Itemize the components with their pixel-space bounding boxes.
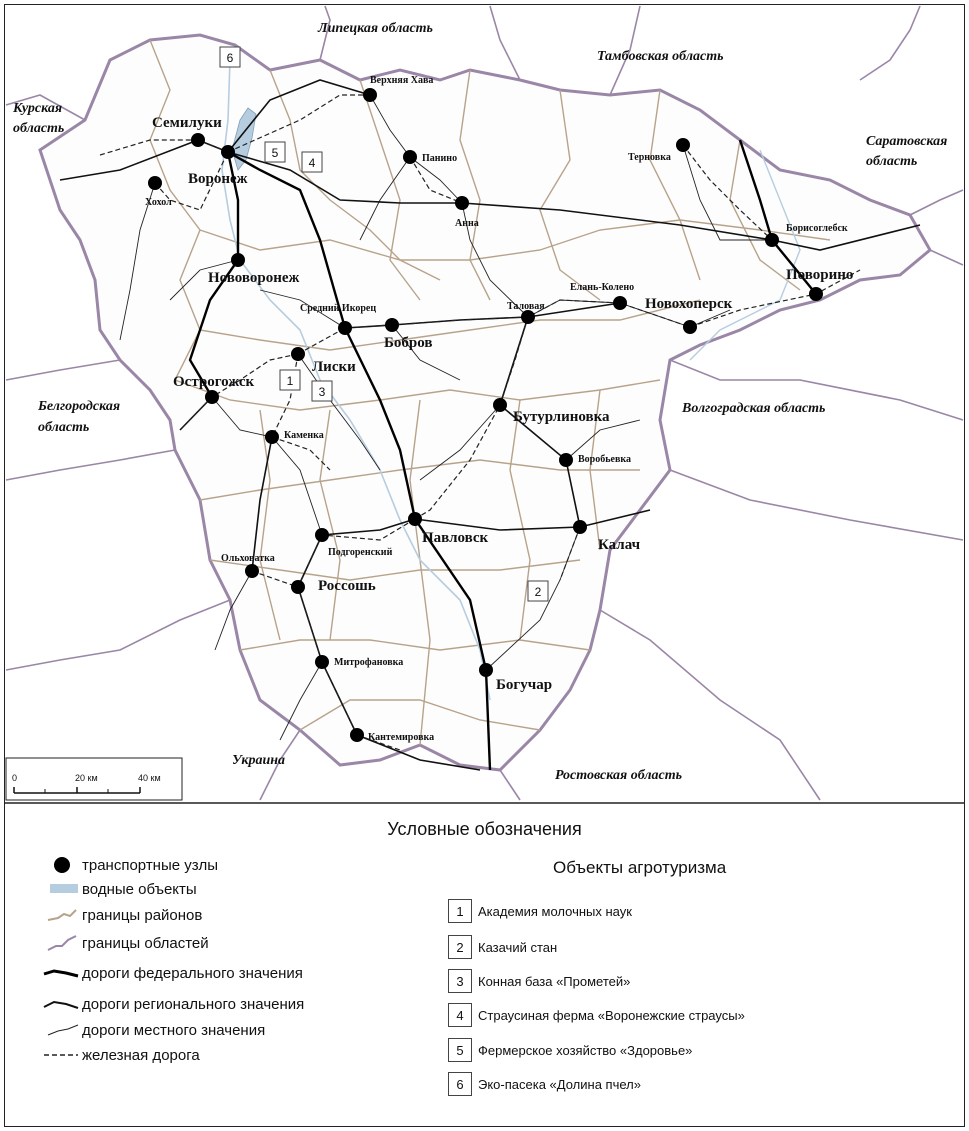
region-border-icon [40, 932, 80, 954]
node-ostrogozhsk [205, 390, 219, 404]
local-road-icon [40, 1019, 80, 1041]
region-label-kursk-2: область [13, 121, 65, 136]
node-olkhovatka [245, 564, 259, 578]
agro-number: 4 [448, 1003, 472, 1027]
legend-item-local-roads [40, 1019, 265, 1041]
town-label-anna: Анна [455, 218, 479, 229]
legend-panel [0, 806, 969, 1126]
transport-node-icon [40, 854, 80, 876]
region-label-saratov: Саратовская [866, 134, 948, 149]
agro-label: Конная база «Прометей» [478, 973, 631, 989]
federal-road-icon [40, 962, 80, 984]
region-label-belgorod-2: область [38, 420, 90, 435]
node-povorino [809, 287, 823, 301]
legend-label: железная дорога [82, 1046, 200, 1064]
legend-item-regional-roads [40, 993, 304, 1015]
region-label-ukraine: Украина [232, 753, 286, 768]
object-marker-2-label: 2 [534, 585, 542, 599]
agro-number: 6 [448, 1072, 472, 1096]
node-ternovka [676, 138, 690, 152]
legend-item-transport-nodes [40, 854, 218, 876]
node-liski [291, 347, 305, 361]
node-bobrov [385, 318, 399, 332]
node-boguchar [479, 663, 493, 677]
region-label-kursk: Курская [13, 101, 63, 116]
agro-label: Страусиная ферма «Воронежские страусы» [478, 1007, 745, 1023]
town-label-mitrofanovka: Митрофановка [334, 657, 404, 668]
agro-item-4 [448, 1003, 745, 1027]
scale-label-40: 40 км [138, 773, 161, 783]
legend-item-water [40, 878, 197, 900]
town-label-podgorensky: Подгоренский [328, 547, 393, 558]
scale-label-20: 20 км [75, 773, 98, 783]
agro-number: 5 [448, 1038, 472, 1062]
agro-number: 2 [448, 935, 472, 959]
city-label-liski: Лиски [312, 359, 356, 375]
city-label-ostrogozhsk: Острогожск [173, 374, 255, 390]
town-label-talovaya: Таловая [507, 301, 545, 312]
town-label-borisoglebsk: Борисоглебск [786, 223, 848, 234]
agro-item-3 [448, 969, 630, 993]
node-voronezh [221, 145, 235, 159]
agro-number: 1 [448, 899, 472, 923]
node-buturlinovka [493, 398, 507, 412]
agro-item-2 [448, 935, 557, 959]
railway-icon [40, 1044, 80, 1066]
node-sredniy-ikorets [338, 321, 352, 335]
legend-item-railway [40, 1044, 200, 1066]
city-label-voronezh: Воронеж [188, 171, 248, 187]
city-label-kalach: Калач [598, 537, 641, 553]
node-khokhol [148, 176, 162, 190]
agro-label: Эко-пасека «Долина пчел» [478, 1076, 641, 1092]
agro-item-1 [448, 899, 632, 923]
node-novovoronezh [231, 253, 245, 267]
town-label-vorobyovka: Воробьевка [578, 454, 631, 465]
agro-item-5 [448, 1038, 692, 1062]
legend-label: дороги федерального значения [82, 964, 303, 982]
legend-label: дороги регионального значения [82, 995, 305, 1013]
legend-title: Условные обозначения [387, 819, 582, 839]
city-label-novovoronezh: Нововоронеж [208, 270, 300, 286]
legend-label: транспортные узлы [82, 856, 219, 874]
node-panino [403, 150, 417, 164]
region-label-tambov: Тамбовская область [597, 49, 724, 64]
node-borisoglebsk [765, 233, 779, 247]
object-marker-3-label: 3 [318, 385, 326, 399]
node-kantemirovka [350, 728, 364, 742]
node-pavlovsk [408, 512, 422, 526]
city-label-buturlinovka: Бутурлиновка [513, 409, 610, 425]
legend-item-region-borders [40, 932, 209, 954]
region-label-saratov-2: область [866, 154, 918, 169]
legend-item-federal-roads [40, 962, 303, 984]
water-swatch-icon [40, 878, 80, 900]
object-marker-4-label: 4 [308, 156, 316, 170]
city-label-rossosh: Россошь [318, 578, 376, 594]
city-label-novokhopersk: Новохоперск [645, 296, 733, 312]
node-elan-koleno [613, 296, 627, 310]
city-label-semiluki: Семилуки [152, 115, 222, 131]
city-label-pavlovsk: Павловск [422, 530, 489, 546]
city-label-povorino: Поворино [786, 267, 854, 283]
town-label-verkhnyaya-khava: Верхняя Хава [370, 75, 434, 86]
legend-item-district-borders [40, 904, 202, 926]
node-semiluki [191, 133, 205, 147]
agro-label: Фермерское хозяйство «Здоровье» [478, 1042, 693, 1058]
node-novokhopersk [683, 320, 697, 334]
legend-label: дороги местного значения [82, 1021, 266, 1039]
node-rossosh [291, 580, 305, 594]
node-verkhnyaya-khava [363, 88, 377, 102]
town-label-kamenka: Каменка [284, 430, 324, 441]
scale-bar [6, 758, 182, 800]
agro-number: 3 [448, 969, 472, 993]
region-label-volgograd: Волгоградская область [682, 401, 826, 416]
town-label-kantemirovka: Кантемировка [368, 732, 435, 743]
town-label-panino: Панино [422, 153, 458, 164]
legend-label: водные объекты [82, 880, 197, 898]
node-mitrofanovka [315, 655, 329, 669]
node-podgorensky [315, 528, 329, 542]
legend-label: границы районов [82, 906, 203, 924]
object-marker-5-label: 5 [271, 146, 279, 160]
node-anna [455, 196, 469, 210]
town-label-olkhovatka: Ольховатка [221, 553, 275, 564]
legend-label: границы областей [82, 934, 209, 952]
agro-label: Казачий стан [478, 939, 558, 955]
region-label-lipetsk: Липецкая область [318, 21, 433, 36]
node-vorobyovka [559, 453, 573, 467]
agro-label: Академия молочных наук [478, 903, 632, 919]
agro-item-6 [448, 1072, 641, 1096]
agro-title: Объекты агротуризма [553, 858, 727, 877]
town-label-elan-koleno: Елань-Колено [570, 282, 635, 293]
object-marker-6-label: 6 [226, 51, 234, 65]
town-label-sredniy-ikorets: Средний Икорец [300, 303, 377, 314]
city-label-boguchar: Богучар [496, 677, 553, 693]
object-marker-1-label: 1 [286, 374, 294, 388]
region-label-rostov: Ростовская область [555, 768, 683, 783]
regional-road-icon [40, 993, 80, 1015]
region-label-belgorod: Белгородская [38, 399, 121, 414]
node-kalach [573, 520, 587, 534]
town-label-ternovka: Терновка [628, 152, 671, 163]
node-kamenka [265, 430, 279, 444]
town-label-khokhol: Хохол [145, 197, 172, 208]
node-talovaya [521, 310, 535, 324]
district-border-icon [40, 904, 80, 926]
city-label-bobrov: Бобров [384, 335, 433, 351]
scale-label-0: 0 [12, 773, 18, 783]
